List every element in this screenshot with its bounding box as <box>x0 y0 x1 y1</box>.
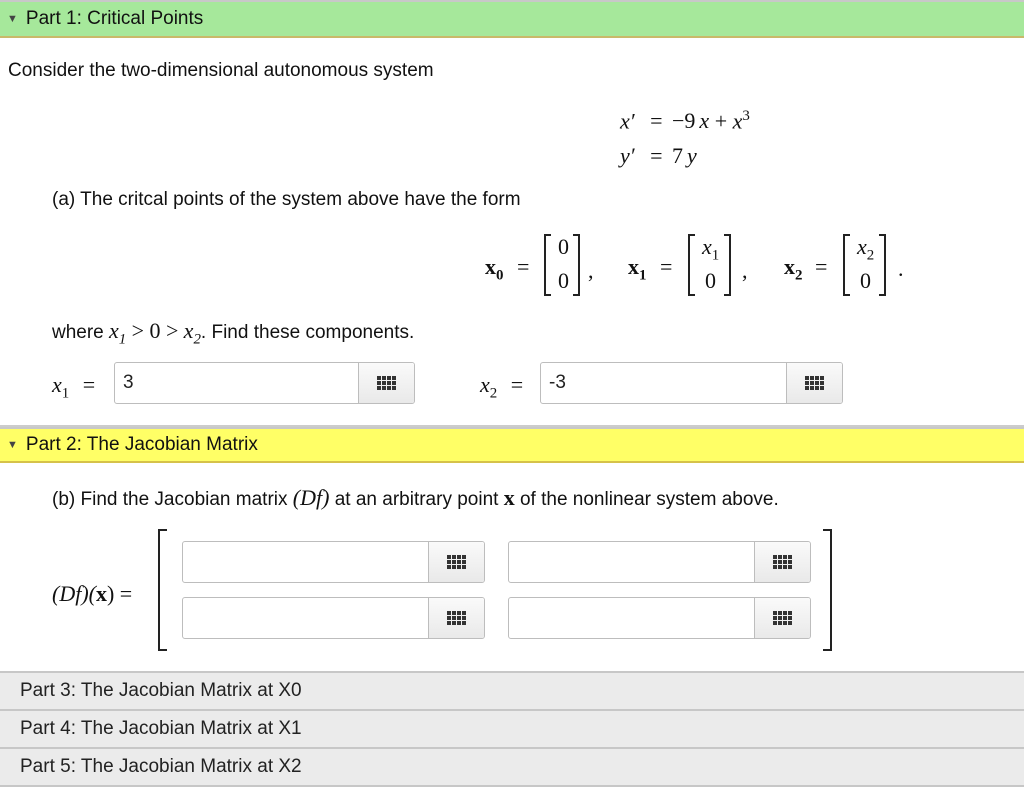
answer-x2-palette-button[interactable] <box>786 363 842 403</box>
part2-body <box>0 463 1024 671</box>
grid-palette-icon <box>377 376 396 390</box>
x0-equals: = <box>517 254 530 279</box>
matrix-right-bracket <box>823 529 832 651</box>
grid-palette-icon <box>773 611 792 625</box>
jacobian-cell-12-palette-button[interactable] <box>754 542 810 582</box>
where-line: where $x_1 > 0 > x_2$. Find these components. <box>52 318 415 348</box>
triangle-down-icon: ▼ <box>7 439 18 451</box>
equation-1: x′ = −9 $x + x^3$ <box>620 108 750 134</box>
equation-2: y′ = 7 y <box>620 143 697 168</box>
answer-x2-field[interactable] <box>540 362 843 404</box>
jacobian-cell-22[interactable] <box>508 597 811 639</box>
jacobian-cell-21[interactable] <box>182 597 485 639</box>
answer-x2-input[interactable] <box>541 363 786 403</box>
part3-header[interactable]: Part 3: The Jacobian Matrix at X0 <box>0 671 1024 709</box>
x1-bottom: 0 <box>705 268 716 293</box>
answer-x1-palette-button[interactable] <box>358 363 414 403</box>
answer-x1-input[interactable] <box>115 363 358 403</box>
part1-title: Part 1: Critical Points <box>25 8 204 29</box>
part2-header[interactable] <box>0 427 1024 463</box>
x0-top: 0 <box>558 234 569 259</box>
x2-top: $x_2$ <box>857 234 875 264</box>
x1-comma: , <box>742 258 748 283</box>
x1-right-bracket <box>724 234 731 296</box>
intro-text: Consider the two-dimensional autonomous system <box>8 60 434 81</box>
answer-x1-label: $x_1$ = <box>52 372 96 402</box>
matrix-left-bracket <box>158 529 167 651</box>
grid-palette-icon <box>805 376 824 390</box>
jacobian-cell-11-palette-button[interactable] <box>428 542 484 582</box>
x2-bottom: 0 <box>860 268 871 293</box>
x0-bottom: 0 <box>558 268 569 293</box>
jacobian-cell-12[interactable] <box>508 541 811 583</box>
grid-palette-icon <box>773 555 792 569</box>
x1-label: $x_1$ <box>628 254 647 284</box>
x0-left-bracket <box>544 234 551 296</box>
jacobian-cell-22-palette-button[interactable] <box>754 598 810 638</box>
part-b-text: (b) Find the Jacobian matrix (Df) at an arbitrary point x of the nonlinear system above. <box>52 485 779 510</box>
x2-label: $x_2$ <box>784 254 803 284</box>
df-label: (Df)(x) = <box>52 581 133 606</box>
x0-comma: , <box>588 258 594 283</box>
triangle-down-icon: ▼ <box>7 13 18 25</box>
jacobian-cell-11[interactable] <box>182 541 485 583</box>
x0-label: $x_0$ <box>485 254 504 284</box>
x2-period: . <box>898 256 904 281</box>
part-a-text: (a) The critcal points of the system above have the form <box>52 189 521 210</box>
jacobian-input-11[interactable] <box>183 542 428 582</box>
x1-left-bracket <box>688 234 695 296</box>
part1-header[interactable] <box>0 0 1024 38</box>
x0-right-bracket <box>573 234 580 296</box>
x2-equals: = <box>815 254 828 279</box>
x1-equals: = <box>660 254 673 279</box>
x1-top: $x_1$ <box>702 234 720 264</box>
jacobian-cell-21-palette-button[interactable] <box>428 598 484 638</box>
part5-header[interactable]: Part 5: The Jacobian Matrix at X2 <box>0 747 1024 787</box>
x2-left-bracket <box>843 234 850 296</box>
jacobian-input-21[interactable] <box>183 598 428 638</box>
part1-body <box>0 38 1024 427</box>
jacobian-input-12[interactable] <box>509 542 754 582</box>
part2-title: Part 2: The Jacobian Matrix <box>25 434 258 455</box>
grid-palette-icon <box>447 611 466 625</box>
grid-palette-icon <box>447 555 466 569</box>
answer-x1-field[interactable] <box>114 362 415 404</box>
answer-x2-label: $x_2$ = <box>480 372 524 402</box>
x2-right-bracket <box>879 234 886 296</box>
part4-header[interactable]: Part 4: The Jacobian Matrix at X1 <box>0 709 1024 747</box>
jacobian-input-22[interactable] <box>509 598 754 638</box>
